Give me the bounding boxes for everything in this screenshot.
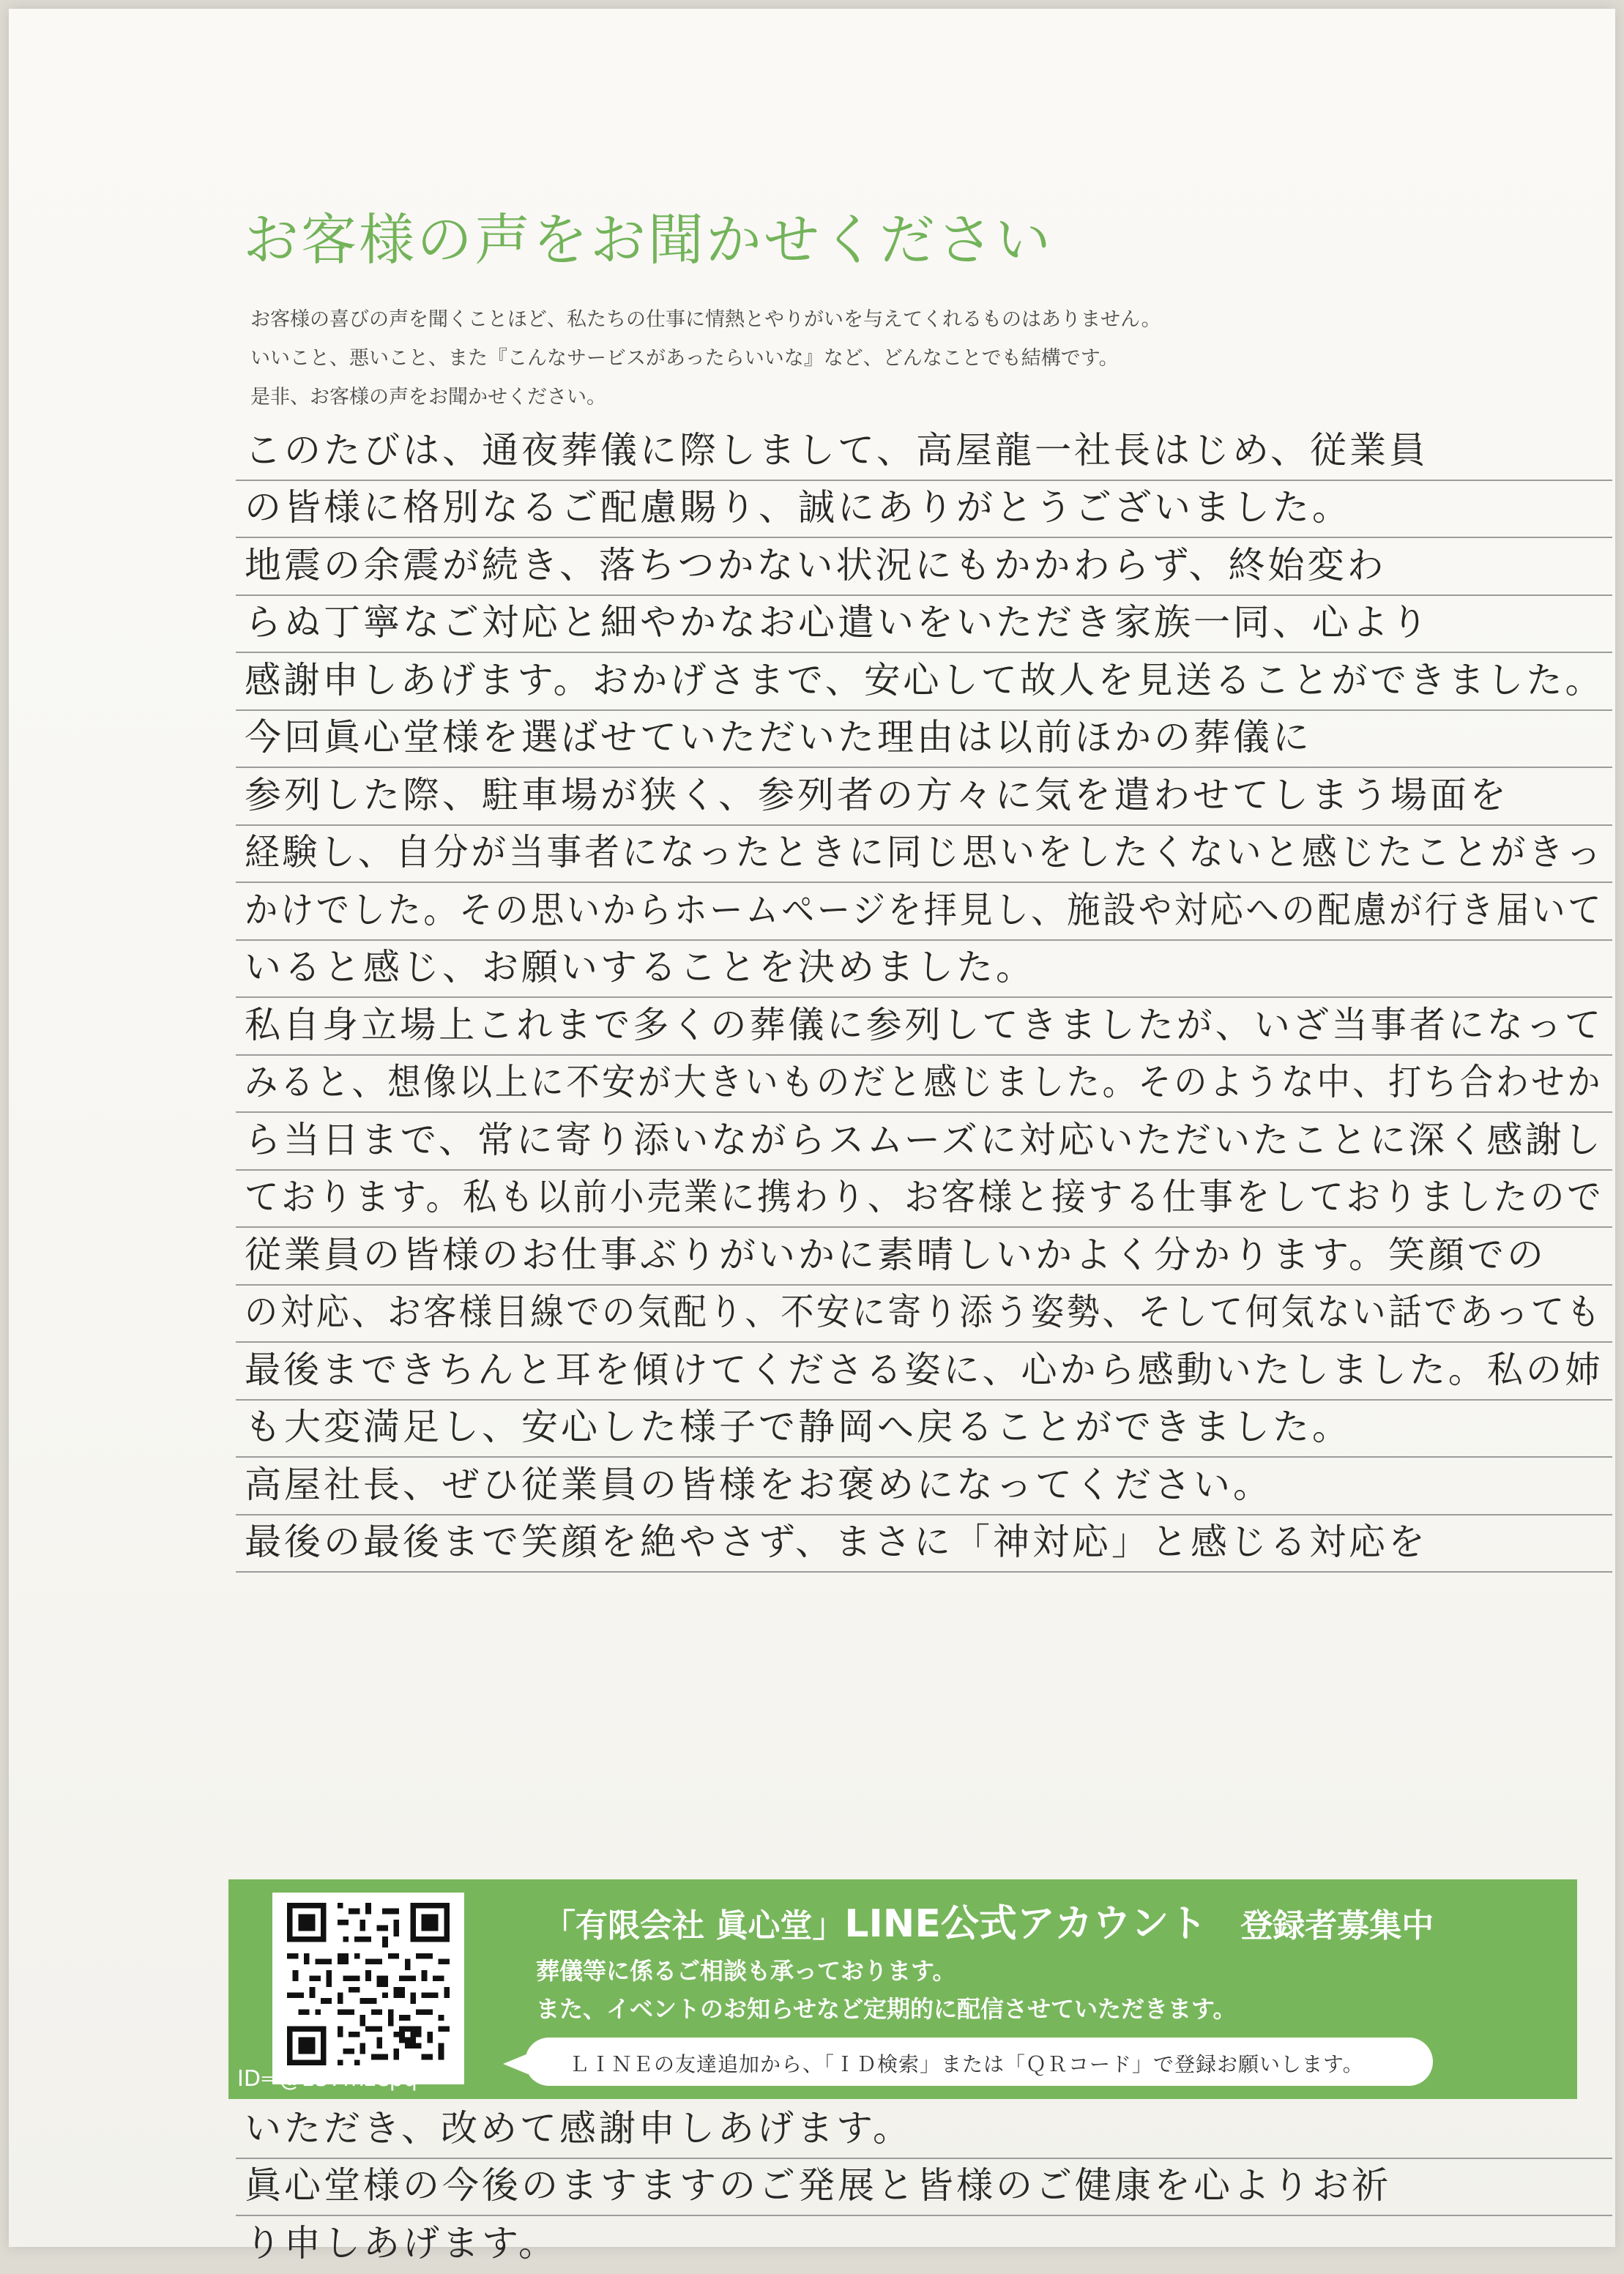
- handwritten-text: 高屋社長、ぜひ従業員の皆様をお褒めになってください。: [245, 1463, 1273, 1506]
- banner-title: [543, 1893, 1434, 1947]
- handwritten-text: いただき、改めて感謝申しあげます。: [245, 2106, 912, 2150]
- ruled-line: [236, 1171, 1612, 1229]
- ruled-line: [236, 941, 1612, 999]
- ruled-line: [236, 1286, 1612, 1343]
- banner-info-text: また、イベントのお知らせなど定期的に配信させていただきます。: [536, 1995, 1237, 2023]
- handwritten-text: 最後まできちんと耳を傾けてくださる姿に、心から感動いたしました。私の姉: [245, 1348, 1603, 1391]
- handwritten-text: このたびは、通夜葬儀に際しまして、高屋龍一社長はじめ、従業員: [245, 428, 1429, 471]
- handwritten-letter-continued: [236, 2101, 1612, 2274]
- ruled-line: [236, 596, 1612, 654]
- handwritten-text: 地震の余震が続き、落ちつかない状況にもかかわらず、終始変わ: [245, 543, 1387, 586]
- handwritten-text: ら当日まで、常に寄り添いながらスムーズに対応いただいたことに深く感謝し: [245, 1118, 1603, 1161]
- ruled-line: [236, 998, 1612, 1056]
- ruled-line: [236, 1113, 1612, 1171]
- speech-bubble: [525, 2038, 1433, 2086]
- line-official-account: LINE公式アカウント: [844, 1902, 1207, 1946]
- bubble-text: ＬＩＮＥの友達追加から、「ＩＤ検索」または「ＱＲコード」で登録お願いします。: [569, 2052, 1364, 2076]
- ruled-line: [236, 826, 1612, 884]
- form-intro: [250, 300, 1312, 417]
- qr-code-card[interactable]: [272, 1893, 464, 2084]
- handwritten-text: の皆様に格別なるご配慮賜り、誠にありがとうございました。: [245, 486, 1352, 529]
- ruled-line: [236, 1343, 1612, 1401]
- ruled-line: [236, 883, 1612, 941]
- handwritten-text: らぬ丁寧なご対応と細やかなお心遣いをいただき家族一同、心より: [245, 601, 1431, 644]
- handwritten-text: 従業員の皆様のお仕事ぶりがいかに素晴しいかよく分かります。笑顔での: [245, 1233, 1546, 1276]
- handwritten-text: 私自身立場上これまで多くの葬儀に参列してきましたが、いざ当事者になって: [245, 1003, 1603, 1046]
- qr-code-icon: [287, 1903, 450, 2065]
- banner-consult-text: 葬儀等に係るご相談も承っております。: [536, 1957, 956, 1985]
- handwritten-text: 眞心堂様の今後のますますのご発展と皆様のご健康を心よりお祈: [245, 2164, 1391, 2207]
- handwritten-text: 経験し、自分が当事者になったときに同じ思いをしたくないと感じたことがきっ: [245, 831, 1604, 873]
- line-id-text[interactable]: ID⇒@137mzepq: [237, 2066, 417, 2092]
- handwritten-text: みると、想像以上に不安が大きいものだと感じました。そのような中、打ち合わせか: [245, 1061, 1603, 1103]
- company-name: 「有限会社 眞心堂」: [543, 1907, 845, 1945]
- handwritten-text: り申しあげます。: [245, 2221, 558, 2264]
- handwritten-text: も大変満足し、安心した様子で静岡へ戻ることができました。: [245, 1406, 1352, 1448]
- intro-line: お客様の喜びの声を聞くことほど、私たちの仕事に情熱とやりがいを与えてくれるものはありません。: [250, 308, 1161, 331]
- handwritten-letter: [236, 423, 1612, 1573]
- handwritten-text: 今回眞心堂様を選ばせていただいた理由は以前ほかの葬儀に: [245, 716, 1312, 758]
- ruled-line: [236, 711, 1612, 769]
- handwritten-text: 参列した際、駐車場が狭く、参列者の方々に気を遣わせてしまう場面を: [245, 773, 1509, 816]
- ruled-line: [236, 653, 1612, 711]
- recruit-text: 登録者募集中: [1240, 1907, 1434, 1945]
- handwritten-text: 最後の最後まで笑顔を絶やさず、まさに「神対応」と感じる対応を: [245, 1521, 1428, 1563]
- form-title: お客様の声をお聞かせください: [243, 207, 1053, 272]
- ruled-line: [236, 2101, 1612, 2159]
- ruled-line: [236, 2159, 1612, 2217]
- handwritten-text: 感謝申しあげます。おかげさまで、安心して故人を見送ることができました。: [245, 658, 1604, 701]
- ruled-line: [236, 1401, 1612, 1458]
- ruled-line: [236, 423, 1612, 481]
- line-account-banner: [228, 1879, 1577, 2099]
- ruled-line: [236, 1458, 1612, 1516]
- handwritten-text: ております。私も以前小売業に携わり、お客様と接する仕事をしておりましたので: [245, 1176, 1604, 1218]
- ruled-line: [236, 2216, 1612, 2274]
- ruled-line: [236, 768, 1612, 826]
- ruled-line: [236, 1056, 1612, 1114]
- handwritten-text: の対応、お客様目線での気配り、不安に寄り添う姿勢、そして何気ない話であっても: [245, 1291, 1603, 1333]
- intro-line: 是非、お客様の声をお聞かせください。: [250, 386, 606, 409]
- ruled-line: [236, 1228, 1612, 1286]
- intro-line: いいこと、悪いこと、また『こんなサービスがあったらいいな』など、どんなことでも結構です。: [250, 347, 1119, 370]
- handwritten-text: いると感じ、お願いすることを決めました。: [245, 946, 1035, 988]
- ruled-line: [236, 1516, 1612, 1573]
- ruled-line: [236, 481, 1612, 539]
- ruled-line: [236, 538, 1612, 596]
- feedback-form-sheet: [9, 9, 1615, 2264]
- handwritten-text: かけでした。その思いからホームページを拝見し、施設や対応への配慮が行き届いて: [245, 888, 1604, 931]
